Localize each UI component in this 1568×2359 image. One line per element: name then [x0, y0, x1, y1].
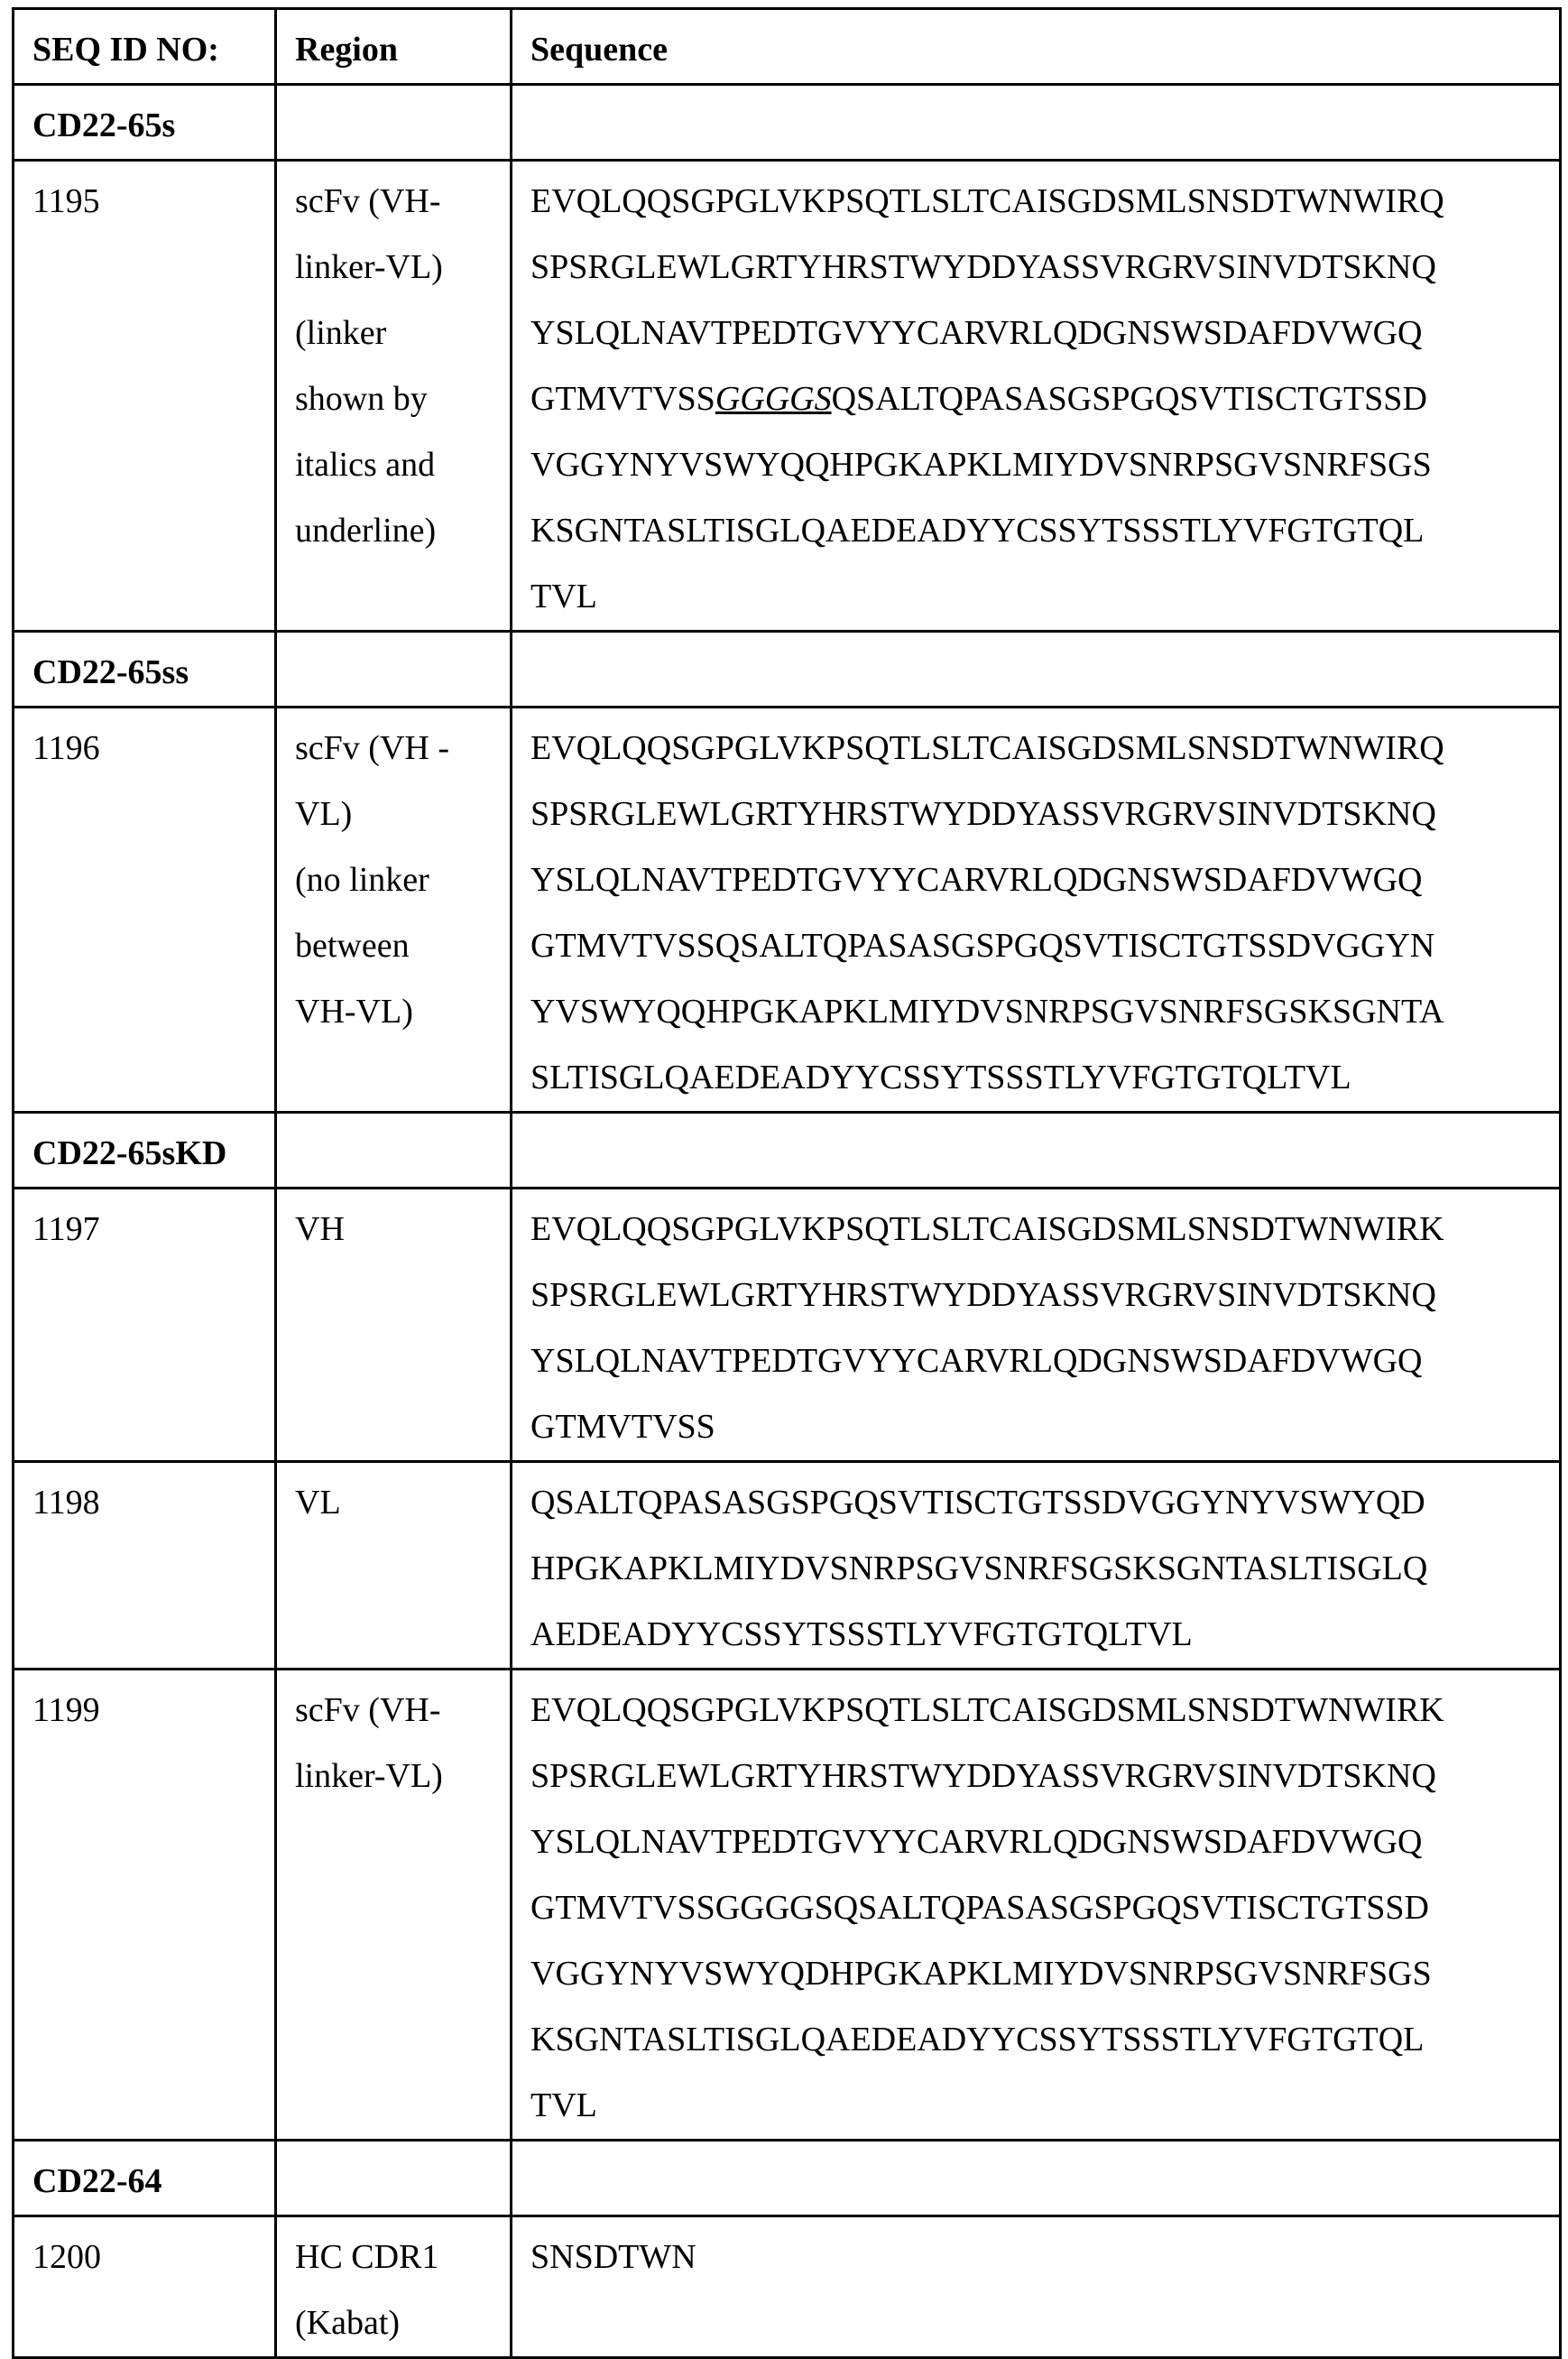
sequence-segment: SPSRGLEWLGRTYHRSTWYDDYASSVRGRVSINVDTSKNQ	[530, 248, 1436, 286]
sequence-line	[530, 1941, 1543, 2007]
sequence-segment: EVQLQQSGPGLVKPSQTLSLTCAISGDSMLSNSDTWNWIRK	[530, 1210, 1444, 1248]
sequence-cell	[512, 1189, 1561, 1462]
region-cell	[276, 2216, 512, 2358]
sequence-line	[530, 432, 1543, 498]
sequence-cell	[512, 1462, 1561, 1670]
sequence-segment: SLTISGLQAEDEADYYCSSYTSSSTLYVFGTGTQLTVL	[530, 1059, 1351, 1096]
group-label: CD22-65ss	[14, 632, 276, 708]
sequence-line	[530, 1536, 1543, 1602]
sequence-segment: TVL	[530, 578, 597, 615]
seq-id-cell: 1195	[14, 161, 276, 632]
header-region: Region	[276, 9, 512, 85]
sequence-line	[530, 1263, 1543, 1328]
table-row	[14, 161, 1561, 632]
region-line: linker-VL)	[295, 1744, 493, 1809]
sequence-line	[530, 1809, 1543, 1875]
seq-id-cell: 1196	[14, 708, 276, 1113]
region-line: underline)	[295, 498, 493, 564]
region-line: (no linker	[295, 847, 493, 913]
sequence-segment: GTMVTVSS	[530, 380, 715, 418]
sequence-line	[530, 2007, 1543, 2073]
table-row	[14, 1462, 1561, 1670]
sequence-segment: SPSRGLEWLGRTYHRSTWYDDYASSVRGRVSINVDTSKNQ	[530, 795, 1436, 833]
sequence-segment: GTMVTVSSGGGGSQSALTQPASASGSPGQSVTISCTGTSSD	[530, 1889, 1429, 1927]
region-line: VH	[295, 1197, 493, 1263]
region-line: shown by	[295, 366, 493, 432]
empty-cell	[512, 85, 1561, 161]
region-line: scFv (VH-	[295, 169, 493, 235]
empty-cell	[512, 1113, 1561, 1189]
region-cell	[276, 161, 512, 632]
group-row	[14, 1113, 1561, 1189]
sequence-line	[530, 498, 1543, 564]
sequence-segment: YVSWYQQHPGKAPKLMIYDVSNRPSGVSNRFSGSKSGNTA	[530, 993, 1444, 1031]
region-line: (Kabat)	[295, 2290, 493, 2356]
sequence-segment: KSGNTASLTISGLQAEDEADYYCSSYTSSSTLYVFGTGTQL	[530, 512, 1424, 550]
linker-segment: GGGGS	[715, 380, 832, 418]
seq-id-cell: 1198	[14, 1462, 276, 1670]
region-line: scFv (VH -	[295, 716, 493, 782]
sequence-line	[530, 169, 1543, 235]
sequence-line	[530, 2225, 1543, 2290]
region-line: (linker	[295, 301, 493, 366]
sequence-segment: AEDEADYYCSSYTSSSTLYVFGTGTQLTVL	[530, 1615, 1193, 1653]
sequence-segment: HPGKAPKLMIYDVSNRPSGVSNRFSGSKSGNTASLTISGLQ	[530, 1550, 1427, 1587]
region-line: VL	[295, 1470, 493, 1536]
region-line: linker-VL)	[295, 235, 493, 301]
table-row	[14, 1670, 1561, 2141]
table-header-row	[14, 9, 1561, 85]
sequence-line	[530, 1744, 1543, 1809]
seq-id-cell: 1197	[14, 1189, 276, 1462]
sequence-line	[530, 1602, 1543, 1668]
sequence-line	[530, 1678, 1543, 1744]
sequence-cell	[512, 2216, 1561, 2358]
table-row	[14, 708, 1561, 1113]
seq-id-cell: 1200	[14, 2216, 276, 2358]
sequence-line	[530, 1394, 1543, 1460]
sequence-cell	[512, 1670, 1561, 2141]
sequence-segment: SNSDTWN	[530, 2238, 696, 2276]
sequence-segment: EVQLQQSGPGLVKPSQTLSLTCAISGDSMLSNSDTWNWIRQ	[530, 182, 1444, 220]
region-line: VH-VL)	[295, 979, 493, 1045]
sequence-cell	[512, 161, 1561, 632]
region-line: scFv (VH-	[295, 1678, 493, 1744]
sequence-line	[530, 564, 1543, 630]
sequence-segment: QSALTQPASASGSPGQSVTISCTGTSSDVGGYNYVSWYQD	[530, 1484, 1425, 1522]
sequence-cell	[512, 708, 1561, 1113]
region-line: between	[295, 913, 493, 979]
table-row	[14, 1189, 1561, 1462]
region-cell	[276, 1462, 512, 1670]
table-row	[14, 2216, 1561, 2358]
region-line: VL)	[295, 782, 493, 847]
sequence-line	[530, 716, 1543, 782]
sequence-line	[530, 1328, 1543, 1394]
empty-cell	[276, 1113, 512, 1189]
sequence-segment: EVQLQQSGPGLVKPSQTLSLTCAISGDSMLSNSDTWNWIRQ	[530, 729, 1444, 767]
sequence-segment: GTMVTVSS	[530, 1408, 715, 1446]
sequence-line	[530, 913, 1543, 979]
sequence-table	[12, 7, 1562, 2359]
group-label: CD22-64	[14, 2141, 276, 2216]
header-seq-id: SEQ ID NO:	[14, 9, 276, 85]
sequence-segment: EVQLQQSGPGLVKPSQTLSLTCAISGDSMLSNSDTWNWIRK	[530, 1691, 1444, 1729]
sequence-line	[530, 1045, 1543, 1111]
sequence-segment: KSGNTASLTISGLQAEDEADYYCSSYTSSSTLYVFGTGTQL	[530, 2021, 1424, 2058]
header-sequence: Sequence	[512, 9, 1561, 85]
group-row	[14, 2141, 1561, 2216]
sequence-segment: GTMVTVSSQSALTQPASASGSPGQSVTISCTGTSSDVGGYN	[530, 927, 1434, 965]
empty-cell	[276, 2141, 512, 2216]
empty-cell	[276, 632, 512, 708]
sequence-segment: YSLQLNAVTPEDTGVYYCARVRLQDGNSWSDAFDVWGQ	[530, 861, 1423, 899]
sequence-segment: YSLQLNAVTPEDTGVYYCARVRLQDGNSWSDAFDVWGQ	[530, 1342, 1423, 1380]
empty-cell	[276, 85, 512, 161]
seq-id-cell: 1199	[14, 1670, 276, 2141]
region-cell	[276, 1189, 512, 1462]
sequence-segment: SPSRGLEWLGRTYHRSTWYDDYASSVRGRVSINVDTSKNQ	[530, 1276, 1436, 1314]
sequence-segment: SPSRGLEWLGRTYHRSTWYDDYASSVRGRVSINVDTSKNQ	[530, 1757, 1436, 1795]
sequence-line	[530, 2073, 1543, 2139]
sequence-line	[530, 1875, 1543, 1941]
group-label: CD22-65s	[14, 85, 276, 161]
group-row	[14, 632, 1561, 708]
region-cell	[276, 708, 512, 1113]
sequence-line	[530, 847, 1543, 913]
sequence-line	[530, 1470, 1543, 1536]
sequence-line	[530, 782, 1543, 847]
region-line: italics and	[295, 432, 493, 498]
region-cell	[276, 1670, 512, 2141]
sequence-segment: YSLQLNAVTPEDTGVYYCARVRLQDGNSWSDAFDVWGQ	[530, 1823, 1423, 1861]
group-label: CD22-65sKD	[14, 1113, 276, 1189]
sequence-line	[530, 979, 1543, 1045]
sequence-segment: YSLQLNAVTPEDTGVYYCARVRLQDGNSWSDAFDVWGQ	[530, 314, 1423, 352]
empty-cell	[512, 632, 1561, 708]
group-row	[14, 85, 1561, 161]
sequence-segment: TVL	[530, 2086, 597, 2124]
table-body	[14, 85, 1561, 2358]
sequence-line	[530, 235, 1543, 301]
region-line: HC CDR1	[295, 2225, 493, 2290]
sequence-segment: VGGYNYVSWYQQHPGKAPKLMIYDVSNRPSGVSNRFSGS	[530, 446, 1432, 484]
sequence-line	[530, 366, 1543, 432]
sequence-line	[530, 301, 1543, 366]
sequence-segment: VGGYNYVSWYQDHPGKAPKLMIYDVSNRPSGVSNRFSGS	[530, 1955, 1432, 1993]
sequence-line	[530, 1197, 1543, 1263]
sequence-segment: QSALTQPASASGSPGQSVTISCTGTSSD	[832, 380, 1427, 418]
empty-cell	[512, 2141, 1561, 2216]
